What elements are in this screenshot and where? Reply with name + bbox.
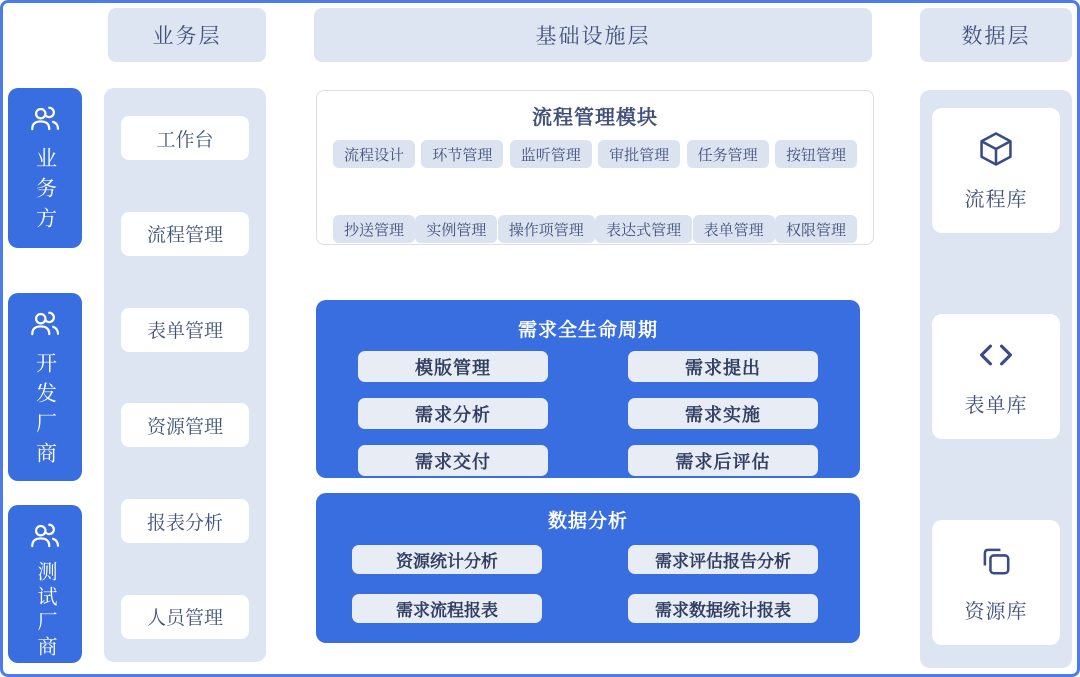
- process-management-module: [316, 90, 874, 245]
- chip-stage-mgmt: 环节管理: [421, 140, 503, 168]
- chip-action-item-mgmt: 操作项管理: [498, 215, 595, 243]
- data-card-label: 资源库: [964, 601, 1028, 623]
- lifecycle-item-req-delivery: 需求交付: [358, 445, 548, 476]
- chip-form-mgmt: 表单管理: [693, 215, 775, 243]
- analysis-item-process-report: 需求流程报表: [352, 594, 542, 623]
- process-module-title: 流程管理模块: [532, 107, 658, 129]
- process-chip-row-2: [317, 215, 873, 243]
- chip-cc-mgmt: 抄送管理: [333, 215, 415, 243]
- chip-listener-mgmt: 监听管理: [510, 140, 592, 168]
- actor-label: 业务方: [33, 147, 57, 237]
- team-icon: [28, 307, 62, 346]
- analysis-item-eval-report: 需求评估报告分析: [628, 545, 818, 574]
- cube-icon: [976, 129, 1016, 174]
- data-card-form-library: [932, 314, 1060, 439]
- actor-dev-vendor: [8, 293, 82, 481]
- data-layer-panel: [920, 90, 1072, 668]
- data-card-label: 流程库: [964, 189, 1028, 211]
- chip-permission-mgmt: 权限管理: [775, 215, 857, 243]
- actor-label: 开发厂商: [33, 352, 57, 472]
- team-icon: [28, 102, 62, 141]
- chip-expression-mgmt: 表达式管理: [595, 215, 692, 243]
- requirement-lifecycle-box: [316, 300, 860, 478]
- business-item-resource-mgmt: 资源管理: [121, 403, 249, 447]
- lifecycle-grid: [316, 342, 860, 476]
- business-item-form-mgmt: 表单管理: [121, 308, 249, 352]
- process-chip-row-1: [317, 140, 873, 168]
- actor-label: 测试厂商: [34, 561, 56, 661]
- chip-approval-mgmt: 审批管理: [598, 140, 680, 168]
- analysis-item-resource-stats: 资源统计分析: [352, 545, 542, 574]
- business-item-report-analysis: 报表分析: [121, 499, 249, 543]
- business-item-workbench: 工作台: [121, 116, 249, 160]
- chip-button-mgmt: 按钮管理: [775, 140, 857, 168]
- chip-instance-mgmt: 实例管理: [415, 215, 497, 243]
- lifecycle-item-req-analysis: 需求分析: [358, 398, 548, 429]
- data-card-resource-library: [932, 520, 1060, 645]
- actor-business-side: [8, 88, 82, 248]
- header-business-layer: 业务层: [108, 8, 266, 62]
- header-data-layer: 数据层: [920, 8, 1072, 62]
- lifecycle-item-req-post-eval: 需求后评估: [628, 445, 818, 476]
- data-card-process-library: [932, 108, 1060, 233]
- actor-test-vendor: [8, 505, 82, 663]
- team-icon: [28, 519, 62, 558]
- business-layer-panel: [104, 88, 266, 662]
- lifecycle-title: 需求全生命周期: [517, 320, 658, 341]
- lifecycle-item-req-raise: 需求提出: [628, 351, 818, 382]
- data-analysis-box: [316, 493, 860, 643]
- business-item-personnel-mgmt: 人员管理: [121, 595, 249, 639]
- data-card-label: 表单库: [964, 395, 1028, 417]
- code-icon: [976, 335, 1016, 380]
- copy-icon: [976, 541, 1016, 586]
- chip-process-design: 流程设计: [333, 140, 415, 168]
- analysis-item-data-stats-report: 需求数据统计报表: [628, 594, 818, 623]
- chip-task-mgmt: 任务管理: [687, 140, 769, 168]
- lifecycle-item-template-mgmt: 模版管理: [358, 351, 548, 382]
- data-analysis-title: 数据分析: [547, 511, 628, 532]
- lifecycle-item-req-implement: 需求实施: [628, 398, 818, 429]
- header-infrastructure-layer: 基础设施层: [314, 8, 872, 62]
- business-item-process-mgmt: 流程管理: [121, 212, 249, 256]
- data-analysis-grid: [316, 533, 860, 623]
